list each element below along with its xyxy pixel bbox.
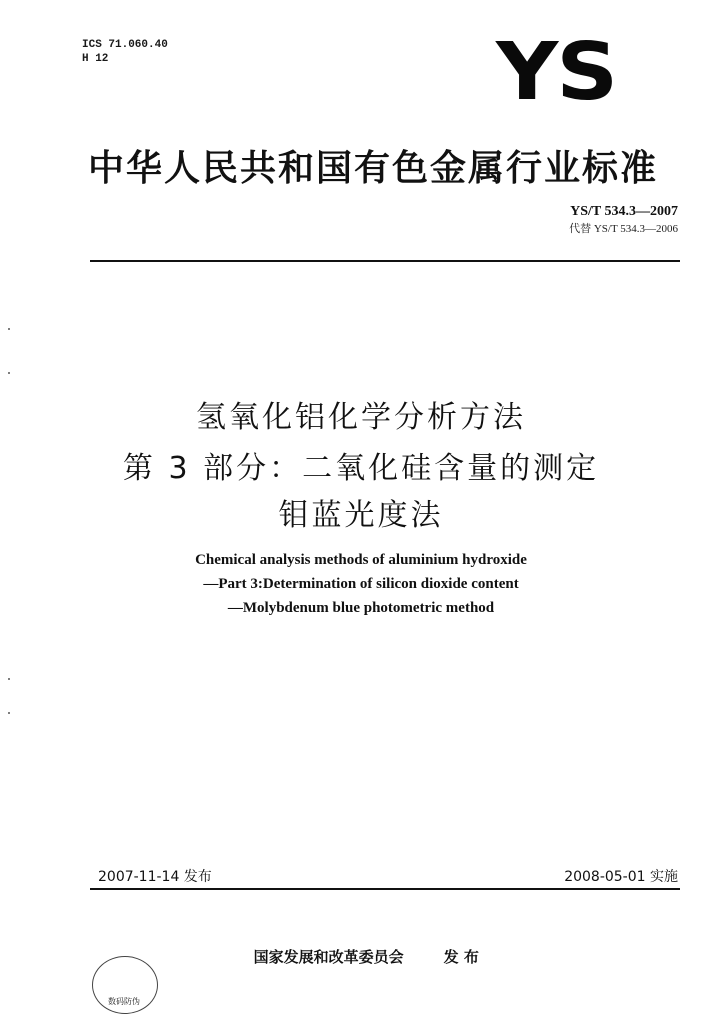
- scan-speck: [8, 372, 10, 374]
- seal-text: 数码防伪: [108, 997, 140, 1006]
- scan-speck: [8, 678, 10, 680]
- org-title: 中华人民共和国有色金属行业标准: [88, 148, 659, 189]
- scan-speck: [8, 328, 10, 330]
- ys-logo: YS: [496, 26, 617, 119]
- issuer-action: 发 布: [443, 948, 479, 966]
- title-en-line-3: —Molybdenum blue photometric method: [227, 600, 495, 616]
- category-code: H 12: [82, 53, 109, 65]
- title-cn-line-3: 钼蓝光度法: [278, 498, 444, 533]
- issuer-name: 国家发展和改革委员会: [253, 948, 404, 966]
- issue-date: 2007-11-14 发布: [98, 869, 212, 885]
- scan-speck: [8, 712, 10, 714]
- bottom-divider: [90, 888, 680, 890]
- title-en-line-1: Chemical analysis methods of aluminium hydroxide: [195, 552, 527, 568]
- title-cn-line-1: 氢氧化铝化学分析方法: [196, 400, 526, 435]
- ics-code: ICS 71.060.40: [82, 39, 168, 51]
- effective-date: 2008-05-01 实施: [564, 869, 678, 885]
- standard-replaces: 代替 YS/T 534.3—2006: [569, 223, 678, 235]
- standard-number: YS/T 534.3—2007: [570, 204, 678, 219]
- top-divider: [90, 260, 680, 262]
- ics-code-block: [82, 38, 168, 66]
- title-en-line-2: —Part 3:Determination of silicon dioxide content: [203, 576, 519, 592]
- title-cn-line-2: 第 3 部分：二氧化硅含量的测定: [122, 451, 600, 486]
